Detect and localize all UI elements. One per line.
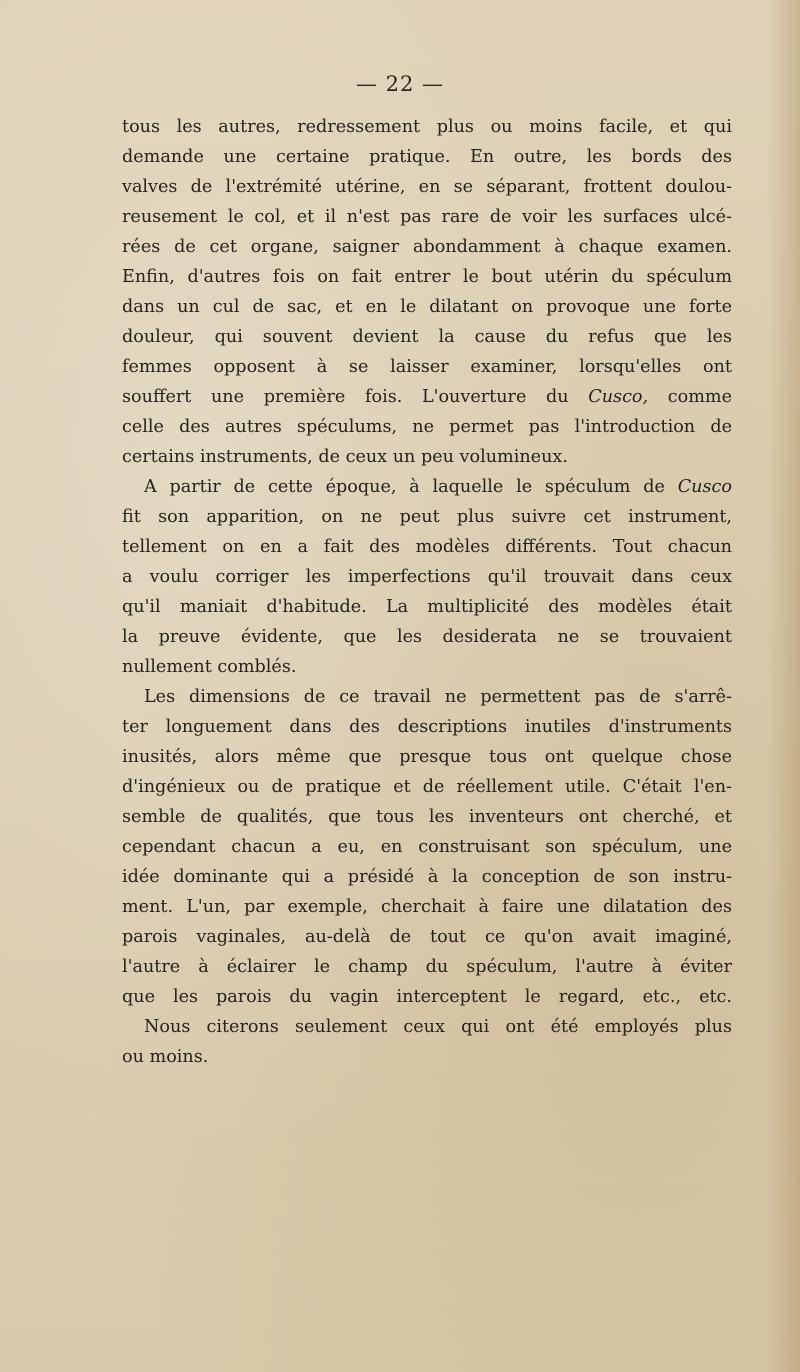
text-line: ou moins. [122, 1047, 209, 1067]
text-line: demande une certaine pratique. En outre, les bords des [122, 147, 732, 167]
text-line: la preuve évidente, que les desiderata ne se trouvaient [122, 627, 732, 647]
text-segment: A partir de cette époque, à laquelle le spéculum de [144, 477, 678, 497]
text-line: qu'il maniait d'habitude. La multiplicité des modèles était [122, 597, 732, 617]
text-line [122, 472, 732, 502]
text-line: celle des autres spéculums, ne permet pas l'introduction de [122, 417, 732, 437]
text-line: a voulu corriger les imperfections qu'il trouvait dans ceux [122, 567, 732, 587]
text-line: Les dimensions de ce travail ne permettent pas de s'arrê- [144, 687, 732, 707]
text-line: Nous citerons seulement ceux qui ont été employés plus [144, 1017, 732, 1037]
text-line: Enfin, d'autres fois on fait entrer le bout utérin du spéculum [122, 267, 732, 287]
text-line: tous les autres, redressement plus ou moins facile, et qui [122, 117, 732, 137]
text-line: dans un cul de sac, et en le dilatant on provoque une forte [122, 297, 732, 317]
text-line: femmes opposent à se laisser examiner, lorsqu'elles ont [122, 357, 732, 377]
text-line: parois vaginales, au-delà de tout ce qu'on avait imaginé, [122, 927, 732, 947]
text-line: valves de l'extrémité utérine, en se séparant, frottent doulou- [122, 177, 732, 197]
page-edge-shadow [766, 0, 800, 1372]
text-line: reusement le col, et il n'est pas rare de voir les surfaces ulcé- [122, 207, 732, 227]
text-line: inusités, alors même que presque tous ont quelque chose [122, 747, 732, 767]
text-line: rées de cet organe, saigner abondamment à chaque examen. [122, 237, 732, 257]
cusco-italic: Cusco, [588, 387, 649, 407]
text-line: que les parois du vagin interceptent le regard, etc., etc. [122, 987, 732, 1007]
text-line: ment. L'un, par exemple, cherchait à faire une dilatation des [122, 897, 732, 917]
text-line: d'ingénieux ou de pratique et de réellement utile. C'était l'en- [122, 777, 732, 797]
text-line: idée dominante qui a présidé à la conception de son instru- [122, 867, 732, 887]
text-segment: souffert une première fois. L'ouverture du [122, 387, 589, 407]
text-line: fit son apparition, on ne peut plus suivre cet instrument, [122, 507, 732, 527]
text-line [122, 382, 732, 412]
text-segment: comme [648, 387, 732, 407]
text-line: cependant chacun a eu, en construisant son spéculum, une [122, 837, 732, 857]
text-line: tellement on en a fait des modèles différents. Tout chacun [122, 537, 732, 557]
text-line: l'autre à éclairer le champ du spéculum, l'autre à éviter [122, 957, 732, 977]
cusco-italic: Cusco [677, 477, 732, 497]
text-line: douleur, qui souvent devient la cause du refus que les [122, 327, 732, 347]
text-line: ter longuement dans des descriptions inutiles d'instruments [122, 717, 732, 737]
text-line: nullement comblés. [122, 657, 297, 677]
body-text [122, 112, 732, 1072]
text-line: semble de qualités, que tous les inventeurs ont cherché, et [122, 807, 732, 827]
text-line: certains instruments, de ceux un peu volumineux. [122, 447, 568, 467]
page-number: — 22 — [355, 72, 445, 96]
